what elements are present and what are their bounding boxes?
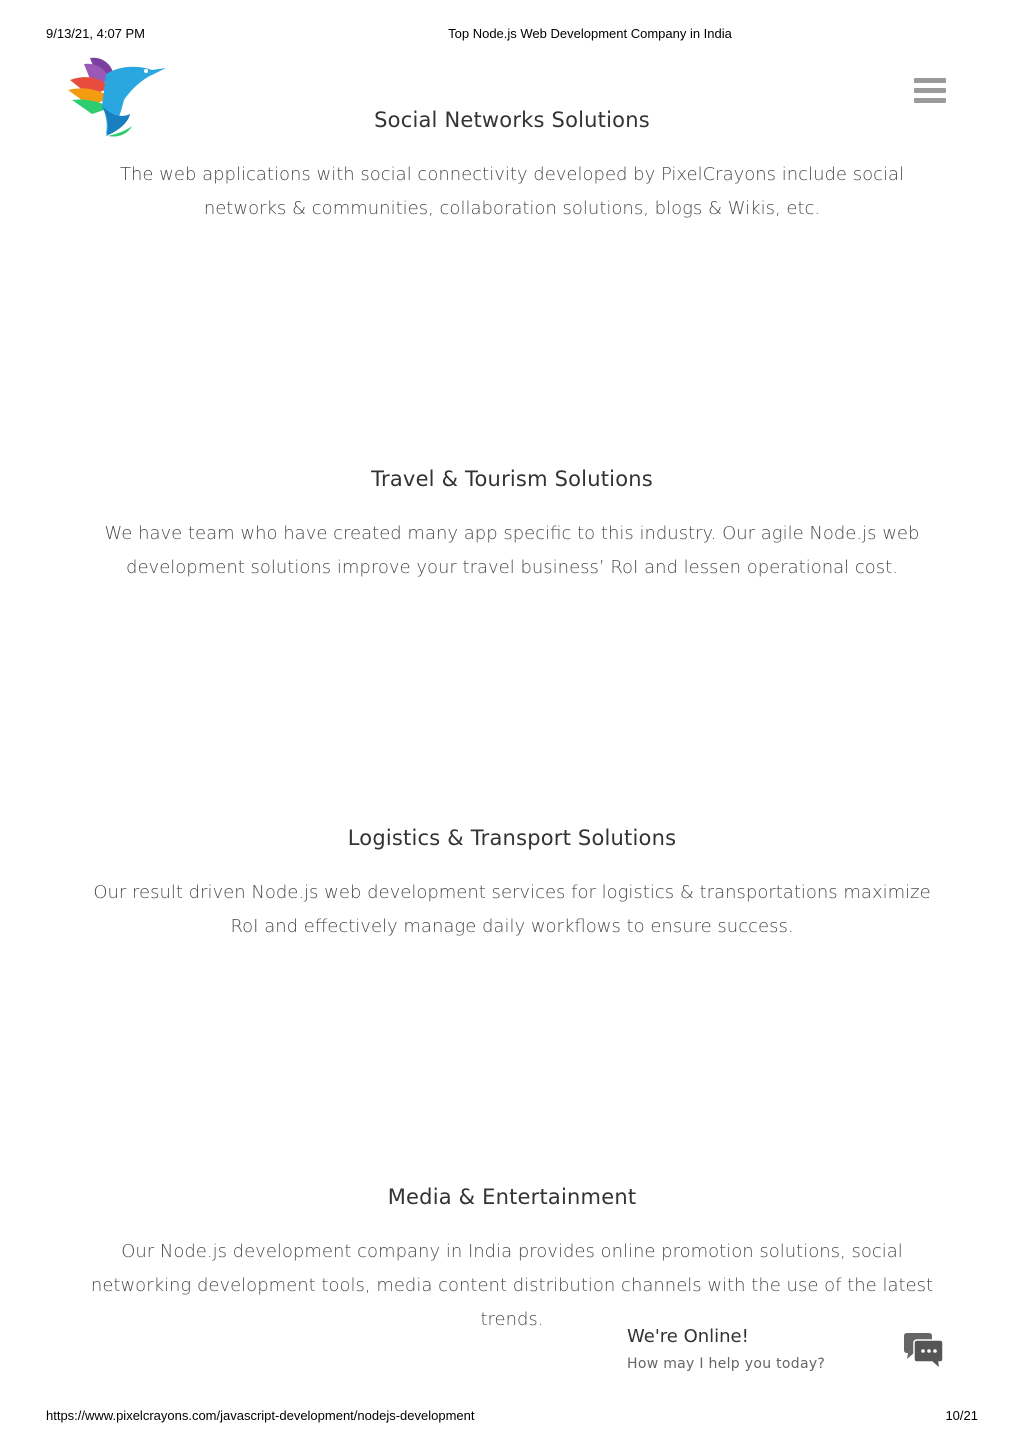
print-page-number: 10/21 [945,1408,978,1423]
section-logistics-transport [90,826,934,944]
section-title: Logistics & Transport Solutions [347,826,677,850]
section-title: Travel & Tourism Solutions [371,467,653,491]
section-text: Our Node.js development company in India provides online promotion solutions, social networking development tools, media content distribution channels with the use of the latest trends. [90,1241,934,1330]
section-social-networks [90,108,934,226]
menu-bar [914,88,946,93]
print-footer [0,1408,1024,1424]
print-datetime: 9/13/21, 4:07 PM [46,26,146,41]
chat-subtitle: How may I help you today? [627,1356,826,1372]
chat-title: We're Online! [627,1326,749,1347]
section-text: The web applications with social connectivity developed by PixelCrayons include social networks & communities, collaboration solutions, blogs & Wikis, etc. [119,164,905,219]
section-text: We have team who have created many app specific to this industry. Our agile Node.js web development solutions improve your travel business’ RoI and lessen operational cost. [104,523,920,578]
section-media-entertainment [90,1185,934,1337]
menu-bar [914,78,946,83]
print-page-title: Top Node.js Web Development Company in India [448,26,732,41]
hamburger-menu-icon[interactable] [914,78,946,106]
print-header [0,26,1024,42]
section-title: Social Networks Solutions [374,108,650,132]
chat-bubbles-icon[interactable] [902,1332,946,1372]
menu-bar [914,98,946,103]
section-travel-tourism [90,467,934,585]
section-title: Media & Entertainment [387,1185,637,1209]
print-url: https://www.pixelcrayons.com/javascript-development/nodejs-development [46,1408,475,1423]
section-text: Our result driven Node.js web development services for logistics & transportations maximize RoI and effectively manage daily workflows to ensure success. [93,882,931,937]
chat-widget[interactable] [610,1318,960,1384]
